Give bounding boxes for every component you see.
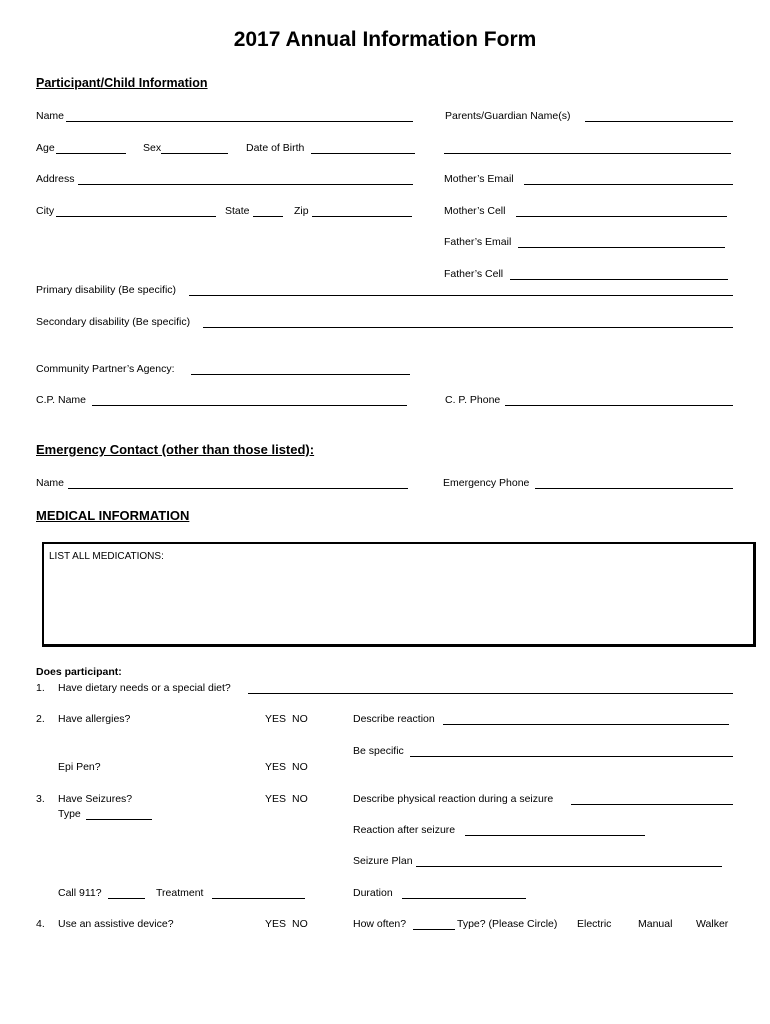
emergency-phone-field[interactable] (535, 488, 733, 489)
guardian-field[interactable] (585, 121, 733, 122)
cp-agency-label: Community Partner’s Agency: (36, 363, 175, 375)
treatment-label: Treatment (156, 887, 204, 899)
epi-pen-yes[interactable]: YES (265, 761, 287, 773)
q4-label: Use an assistive device? (58, 918, 174, 930)
medications-label: LIST ALL MEDICATIONS: (49, 551, 164, 562)
reaction-after-label: Reaction after seizure (353, 824, 456, 836)
seizure-plan-label: Seizure Plan (353, 855, 413, 867)
call-911-label: Call 911? (58, 887, 102, 899)
q4-number: 4. (36, 918, 45, 930)
father-cell-field[interactable] (510, 279, 728, 280)
seizures-no[interactable]: NO (292, 793, 308, 805)
primary-disability-field[interactable] (189, 295, 733, 296)
guardian-label: Parents/Guardian Name(s) (445, 110, 571, 122)
q3-label: Have Seizures? (58, 793, 133, 805)
q1-number: 1. (36, 682, 45, 694)
age-field[interactable] (56, 153, 126, 154)
city-field[interactable] (56, 216, 216, 217)
epi-pen-label: Epi Pen? (58, 761, 101, 773)
how-often-label: How often? (353, 918, 407, 930)
address-label: Address (36, 173, 75, 185)
cp-agency-field[interactable] (191, 374, 410, 375)
cp-name-label: C.P. Name (36, 394, 86, 406)
name-field[interactable] (66, 121, 413, 122)
q2-number: 2. (36, 713, 45, 725)
describe-seizure-label: Describe physical reaction during a seizure (353, 793, 554, 805)
be-specific-label: Be specific (353, 745, 404, 757)
call-911-field[interactable] (108, 898, 145, 899)
medical-heading: MEDICAL INFORMATION (36, 508, 190, 523)
dob-field[interactable] (311, 153, 415, 154)
assistive-yes[interactable]: YES (265, 918, 287, 930)
describe-reaction-label: Describe reaction (353, 713, 435, 725)
father-email-field[interactable] (518, 247, 725, 248)
sex-label: Sex (143, 142, 162, 154)
dob-label: Date of Birth (246, 142, 305, 154)
age-label: Age (36, 142, 55, 154)
mother-email-label: Mother’s Email (444, 173, 514, 185)
medications-box[interactable] (42, 542, 756, 647)
address-field[interactable] (78, 184, 413, 185)
cp-name-field[interactable] (92, 405, 407, 406)
zip-label: Zip (294, 205, 309, 217)
assistive-no[interactable]: NO (292, 918, 308, 930)
duration-label: Duration (353, 887, 393, 899)
q3-number: 3. (36, 793, 45, 805)
mother-email-field[interactable] (524, 184, 733, 185)
secondary-disability-label: Secondary disability (Be specific) (36, 316, 191, 328)
dietary-needs-field[interactable] (248, 693, 733, 694)
mother-cell-field[interactable] (516, 216, 727, 217)
sex-field[interactable] (161, 153, 228, 154)
describe-seizure-field[interactable] (571, 804, 733, 805)
allergies-yes[interactable]: YES (265, 713, 287, 725)
participant-heading: Participant/Child Information (36, 76, 208, 90)
state-field[interactable] (253, 216, 283, 217)
state-label: State (225, 205, 250, 217)
questions-intro: Does participant: (36, 666, 122, 678)
allergies-no[interactable]: NO (292, 713, 308, 725)
father-email-label: Father’s Email (444, 236, 512, 248)
name-label: Name (36, 110, 65, 122)
emergency-name-label: Name (36, 477, 65, 489)
type-circle-label: Type? (Please Circle) (457, 918, 558, 930)
form-title: 2017 Annual Information Form (233, 28, 537, 51)
type-walker-option[interactable]: Walker (696, 918, 729, 930)
type-manual-option[interactable]: Manual (638, 918, 673, 930)
reaction-after-field[interactable] (465, 835, 645, 836)
secondary-disability-field[interactable] (203, 327, 733, 328)
q2-label: Have allergies? (58, 713, 131, 725)
guardian-field-2[interactable] (444, 153, 731, 154)
seizures-yes[interactable]: YES (265, 793, 287, 805)
zip-field[interactable] (312, 216, 412, 217)
duration-field[interactable] (402, 898, 526, 899)
seizure-type-label: Type (58, 808, 81, 820)
father-cell-label: Father’s Cell (444, 268, 504, 280)
epi-pen-no[interactable]: NO (292, 761, 308, 773)
type-electric-option[interactable]: Electric (577, 918, 612, 930)
seizure-type-field[interactable] (86, 819, 152, 820)
city-label: City (36, 205, 55, 217)
how-often-field[interactable] (413, 929, 455, 930)
primary-disability-label: Primary disability (Be specific) (36, 284, 177, 296)
emergency-heading: Emergency Contact (other than those listed): (36, 442, 315, 457)
cp-phone-field[interactable] (505, 405, 733, 406)
emergency-name-field[interactable] (68, 488, 408, 489)
q1-label: Have dietary needs or a special diet? (58, 682, 231, 694)
describe-reaction-field[interactable] (443, 724, 729, 725)
treatment-field[interactable] (212, 898, 305, 899)
mother-cell-label: Mother’s Cell (444, 205, 506, 217)
emergency-phone-label: Emergency Phone (443, 477, 530, 489)
seizure-plan-field[interactable] (416, 866, 722, 867)
be-specific-field[interactable] (410, 756, 733, 757)
cp-phone-label: C. P. Phone (445, 394, 501, 406)
